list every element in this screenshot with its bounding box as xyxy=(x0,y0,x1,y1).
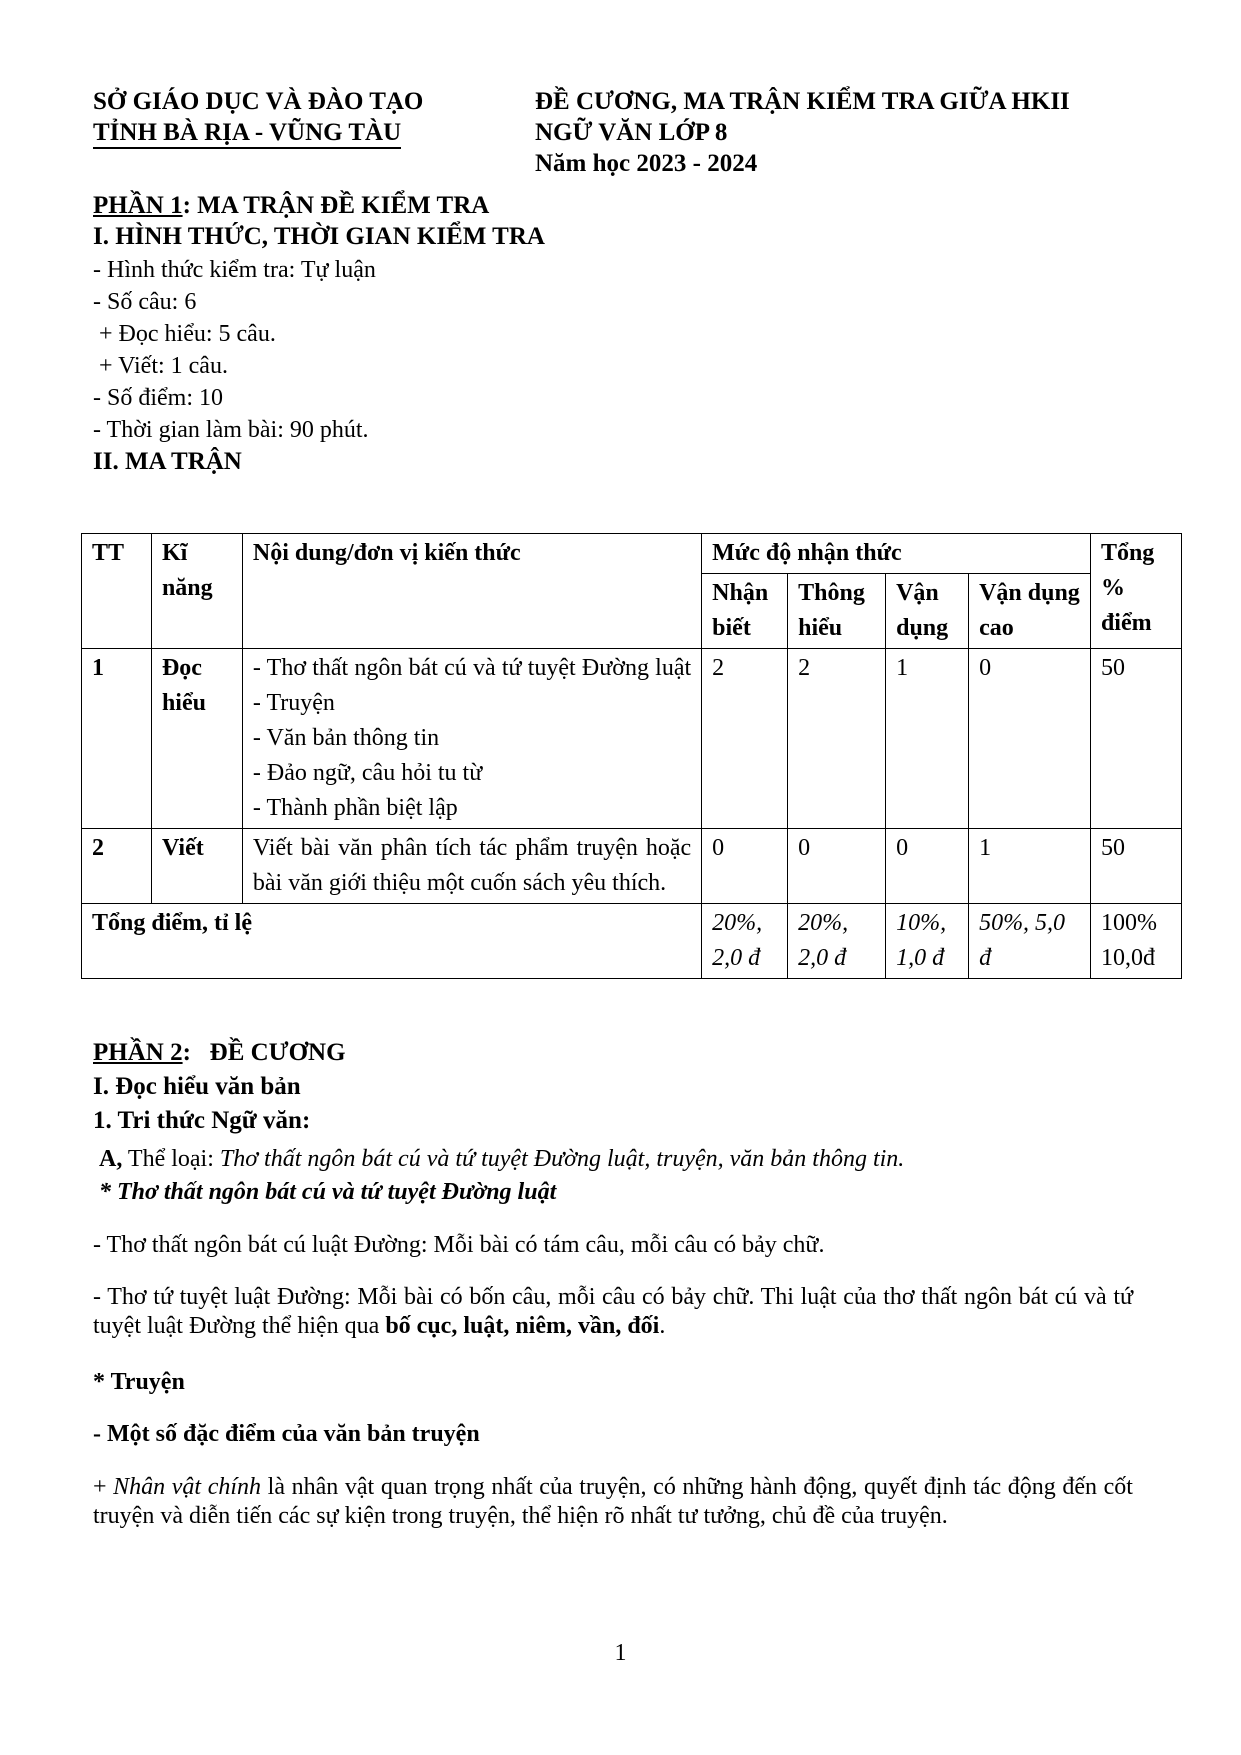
genre-prefix: A, xyxy=(99,1146,123,1172)
table-row xyxy=(82,649,1182,829)
total-overall xyxy=(1090,904,1181,979)
part2-label: PHẦN 2 xyxy=(93,1039,183,1066)
table-header-row xyxy=(82,534,1182,574)
row-apply-high: 0 xyxy=(969,649,1091,829)
content-line: Viết bài văn phân tích tác phẩm truyện hoặc bài văn giới thiệu một cuốn sách yêu thích. xyxy=(252,835,692,896)
header-apply-high: Vận dụng cao xyxy=(969,574,1091,649)
part2-heading xyxy=(93,1038,346,1068)
total-points: 10,0đ xyxy=(1100,945,1155,971)
part2-sub1: 1. Tri thức Ngữ văn: xyxy=(93,1107,311,1134)
row-apply: 0 xyxy=(886,829,969,904)
row-understand: 2 xyxy=(788,649,886,829)
p3-italic: Nhân vật chính xyxy=(113,1474,262,1500)
part1-section2-title: II. MA TRẬN xyxy=(93,448,242,475)
content-line: - Thành phần biệt lập xyxy=(252,795,458,821)
row-tt: 2 xyxy=(82,829,152,904)
row-recognize: 2 xyxy=(702,649,788,829)
p2-text: - Thơ tứ tuyệt luật Đường: Mỗi bài có bốn câu, mỗi câu có bảy chữ. Thi luật của thơ thất ngôn bát cú và tứ tuyệt luật Đường thể hiện qua xyxy=(93,1284,1133,1339)
total-percent: 100% xyxy=(1100,910,1157,936)
header-recognize: Nhận biết xyxy=(702,574,788,649)
part2-section1: I. Đọc hiểu văn bản xyxy=(93,1073,301,1100)
p2-end: . xyxy=(659,1313,666,1339)
part1-item: - Hình thức kiểm tra: Tự luận xyxy=(93,257,376,283)
part2-title: : ĐỀ CƯƠNG xyxy=(182,1039,346,1066)
header-department: SỞ GIÁO DỤC VÀ ĐÀO TẠO xyxy=(93,88,424,115)
story-heading: * Truyện xyxy=(93,1369,185,1395)
content-line: - Thơ thất ngôn bát cú và tứ tuyệt Đường luật - Truyện xyxy=(252,655,692,716)
row-tt: 1 xyxy=(82,649,152,829)
header-tt: TT xyxy=(82,534,152,649)
header-understand: Thông hiểu xyxy=(788,574,886,649)
header-left xyxy=(93,86,423,149)
part1-heading xyxy=(93,191,489,221)
total-understand: 20%, 2,0 đ xyxy=(788,904,886,979)
content-line: - Đảo ngữ, câu hỏi tu từ xyxy=(252,760,483,786)
matrix-table xyxy=(81,533,1182,979)
part1-item: - Thời gian làm bài: 90 phút. xyxy=(93,417,369,443)
header-skill: Kĩ năng xyxy=(151,534,242,649)
genre-value: Thơ thất ngôn bát cú và tứ tuyệt Đường luật, truyện, văn bản thông tin. xyxy=(219,1146,905,1172)
header-cognitive-level: Mức độ nhận thức xyxy=(702,534,1091,574)
total-label: Tổng điểm, tỉ lệ xyxy=(82,904,702,979)
part1-item: - Số điểm: 10 xyxy=(93,385,223,411)
header-province: TỈNH BÀ RỊA - VŨNG TÀU xyxy=(93,119,401,149)
header-doc-title: ĐỀ CƯƠNG, MA TRẬN KIỂM TRA GIỮA HKII xyxy=(535,88,1070,115)
header-subject: NGỮ VĂN LỚP 8 xyxy=(535,119,728,146)
part1-item: + Viết: 1 câu. xyxy=(93,353,228,379)
header-total: Tổng % điểm xyxy=(1090,534,1181,649)
paragraph-octave: - Thơ thất ngôn bát cú luật Đường: Mỗi bài có tám câu, mỗi câu có bảy chữ. xyxy=(93,1232,825,1258)
p3-rest: là nhân vật quan trọng nhất của truyện, có những hành động, quyết định tác động đến cốt truyện và diễn tiến các sự kiện trong truyện, thể hiện rõ nhất tư tưởng, chủ đề của truyện. xyxy=(93,1474,1133,1529)
header-school-year: Năm học 2023 - 2024 xyxy=(535,150,758,177)
row-apply: 1 xyxy=(886,649,969,829)
genre-label: Thể loại: xyxy=(122,1146,220,1172)
page-number: 1 xyxy=(614,1640,627,1666)
table-row xyxy=(82,829,1182,904)
table-total-row xyxy=(82,904,1182,979)
story-subheading: - Một số đặc điểm của văn bản truyện xyxy=(93,1421,480,1447)
row-content xyxy=(242,829,701,904)
part1-section1-title: I. HÌNH THỨC, THỜI GIAN KIỂM TRA xyxy=(93,223,545,250)
part1-title: : MA TRẬN ĐỀ KIỂM TRA xyxy=(182,192,490,219)
row-skill: Viết xyxy=(151,829,242,904)
header-apply: Vận dụng xyxy=(886,574,969,649)
poem-heading: * Thơ thất ngôn bát cú và tứ tuyệt Đường luật xyxy=(99,1179,557,1205)
total-recognize: 20%, 2,0 đ xyxy=(702,904,788,979)
header-right xyxy=(535,86,1070,179)
row-apply-high: 1 xyxy=(969,829,1091,904)
p2-bold: bố cục, luật, niêm, vần, đối xyxy=(385,1313,660,1339)
paragraph-quatrain xyxy=(93,1283,1133,1341)
header-content: Nội dung/đơn vị kiến thức xyxy=(242,534,701,649)
row-understand: 0 xyxy=(788,829,886,904)
content-line: - Văn bản thông tin xyxy=(252,725,440,751)
genre-line xyxy=(99,1144,904,1174)
row-recognize: 0 xyxy=(702,829,788,904)
row-total: 50 xyxy=(1090,829,1181,904)
total-apply: 10%, 1,0 đ xyxy=(886,904,969,979)
paragraph-main-character xyxy=(93,1473,1133,1531)
row-content xyxy=(242,649,701,829)
part1-item: + Đọc hiểu: 5 câu. xyxy=(93,321,276,347)
part1-label: PHẦN 1 xyxy=(93,192,183,219)
row-skill: Đọc hiểu xyxy=(151,649,242,829)
total-apply-high: 50%, 5,0 đ xyxy=(969,904,1091,979)
row-total: 50 xyxy=(1090,649,1181,829)
part1-item: - Số câu: 6 xyxy=(93,289,197,315)
p3-prefix: + xyxy=(93,1474,114,1500)
